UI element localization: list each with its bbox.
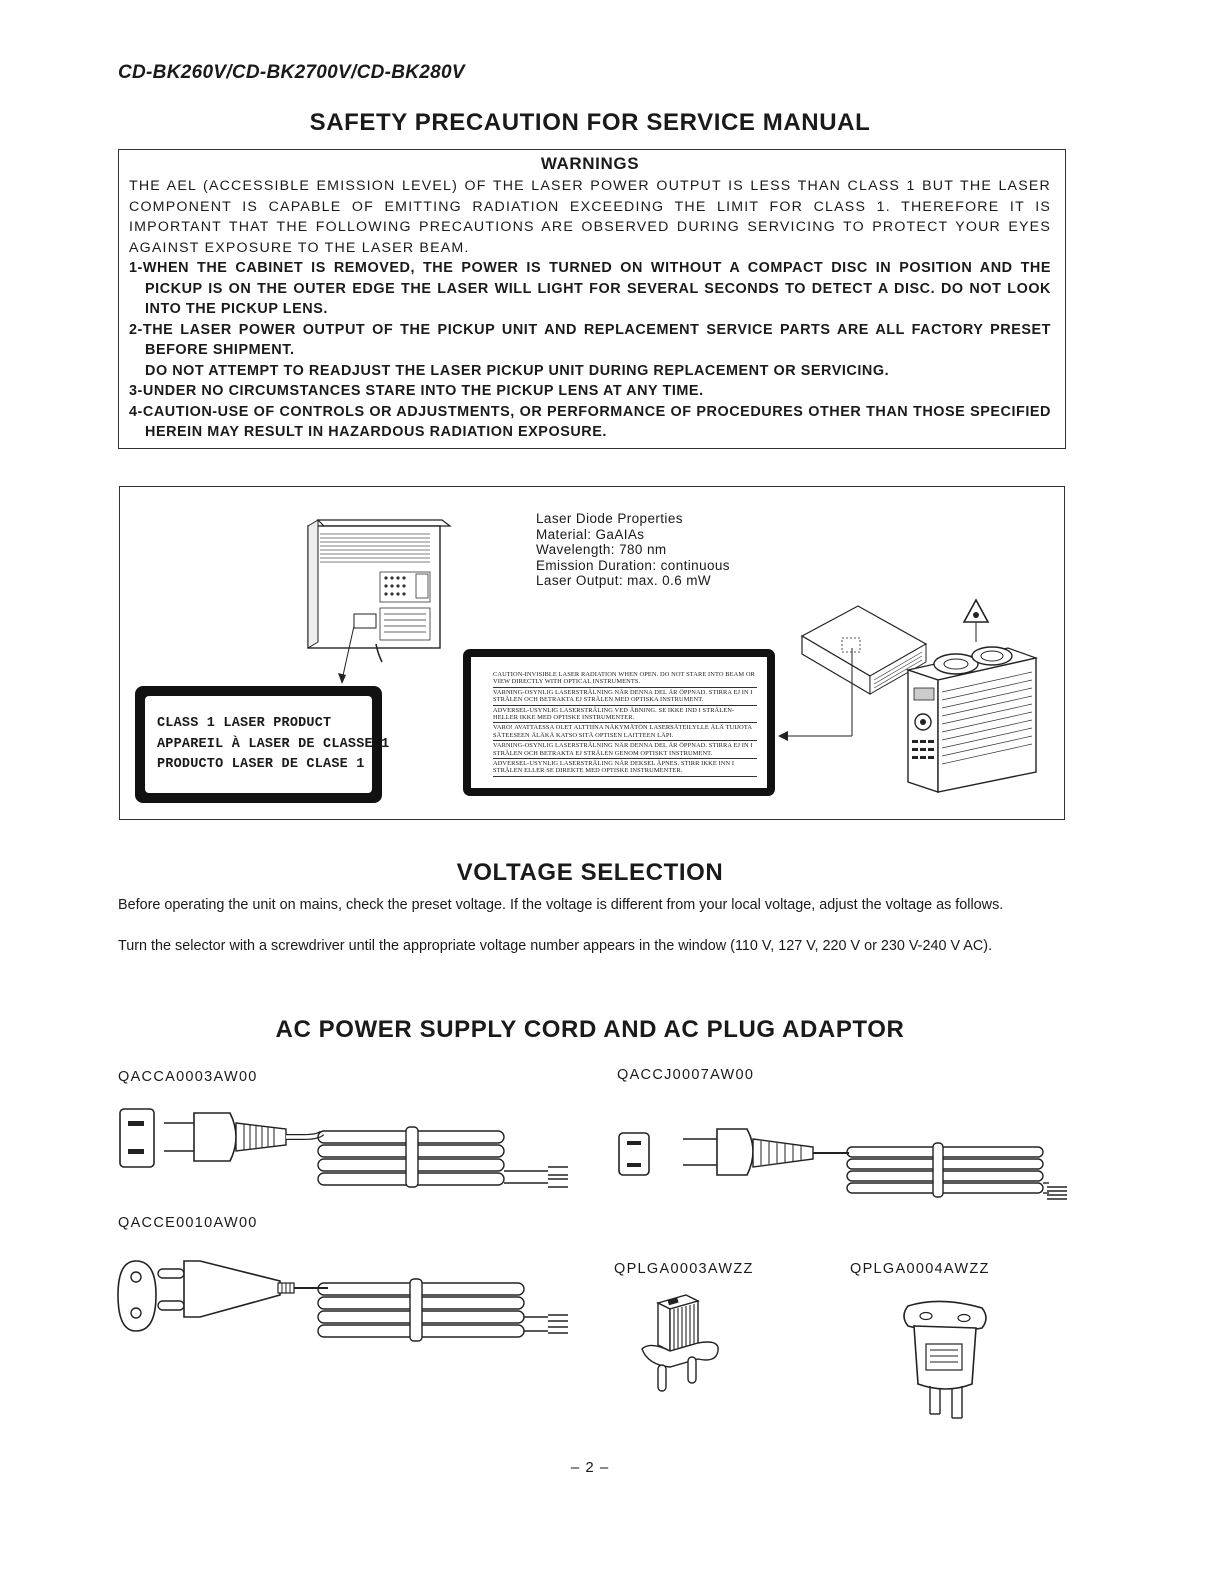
power-cord-qacca0003aw00 xyxy=(118,1105,578,1185)
cord-title: AC POWER SUPPLY CORD AND AC PLUG ADAPTOR xyxy=(275,1016,905,1043)
warning-item-2b-text: DO NOT ATTEMPT TO READJUST THE LASER PICKUP UNIT DURING REPLACEMENT OR SERVICING. xyxy=(145,362,890,379)
voltage-para-1: Before operating the unit on mains, check the preset voltage. If the voltage is different from your local voltage, adjust the voltage as follows. xyxy=(118,897,1004,913)
warning-item-1: 1-WHEN THE CABINET IS REMOVED, THE POWER IS TURNED ON WITHOUT A COMPACT DISC IN POSITION AND THE PICKUP IS ON THE OUTER EDGE THE LASER WILL LIGHT FOR SEVERAL SECONDS TO DETECT A DISC. DO NOT LOOK INTO THE PICKUP LENS. xyxy=(129,260,1051,317)
warning-item-3: 3-UNDER NO CIRCUMSTANCES STARE INTO THE PICKUP LENS AT ANY TIME. xyxy=(129,383,704,399)
props-wavelength: Wavelength: 780 nm xyxy=(536,542,667,557)
plug-adaptor-qplga0003awzz xyxy=(640,1293,730,1393)
caution-label xyxy=(463,649,775,796)
class-1-label-inner xyxy=(145,696,390,793)
warnings-list xyxy=(129,258,1051,443)
power-cord-qacce0010aw00 xyxy=(118,1255,578,1345)
plug-adaptor-qplga0004awzz xyxy=(900,1298,990,1423)
props-output: Laser Output: max. 0.6 mW xyxy=(536,573,712,588)
safety-title: SAFETY PRECAUTION FOR SERVICE MANUAL xyxy=(309,109,871,136)
part-number-qacca0003aw00: QACCA0003AW00 xyxy=(118,1069,258,1085)
warnings-intro: THE AEL (ACCESSIBLE EMISSION LEVEL) OF THE LASER POWER OUTPUT IS LESS THAN CLASS 1 BUT THE LASER COMPONENT IS CAPABLE OF EMITTING RADIATION EXCEEDING THE LIMIT FOR CLASS 1. THEREFORE IT IS IMPORTANT THAT THE FOLLOWING PRECAUTIONS ARE OBSERVED DURING SERVICING TO PROTECT YOUR EYES AGAINST EXPOSURE TO THE LASER BEAM. xyxy=(129,178,1051,256)
unit-rear-illustration xyxy=(300,512,450,662)
unit-front-illustration xyxy=(778,596,1048,806)
warning-item-4: 4-CAUTION-USE OF CONTROLS OR ADJUSTMENTS, OR PERFORMANCE OF PROCEDURES OTHER THAN THOSE SPECIFIED HEREIN MAY RESULT IN HAZARDOUS RADIATION EXPOSURE. xyxy=(129,403,1051,440)
warnings-box xyxy=(118,149,1066,449)
props-title: Laser Diode Properties xyxy=(536,511,683,526)
model-number: CD-BK260V/CD-BK2700V/CD-BK280V xyxy=(118,62,465,83)
voltage-title: VOLTAGE SELECTION xyxy=(456,859,724,886)
part-number-qaccj0007aw00: QACCJ0007AW00 xyxy=(617,1067,755,1083)
class-1-label xyxy=(135,686,390,803)
class-line-1: CLASS 1 LASER PRODUCT xyxy=(157,716,332,731)
warning-item-2 xyxy=(129,320,1051,382)
props-emission: Emission Duration: continuous xyxy=(536,557,730,573)
power-cord-qaccj0007aw00 xyxy=(617,1125,1077,1205)
part-number-qacce0010aw00: QACCE0010AW00 xyxy=(118,1215,258,1231)
caution-line: VARO! AVATTAESSA OLET ALTTIINA NÄKYMÄTÖN LASERSÄTEILYLLE ÄLÄ TUIJOTA SÄTEESEEN ÄLÄKÄ KATSO SITÄ OPTISEN LAITTEEN LÄPI. xyxy=(493,724,757,741)
caution-line: CAUTION-INVISIBLE LASER RADIATION WHEN OPEN. DO NOT STARE INTO BEAM OR VIEW DIRECTLY WITH OPTICAL INSTRUMENTS. xyxy=(493,671,757,688)
props-material: Material: GaAIAs xyxy=(536,526,645,542)
laser-diode-properties xyxy=(536,511,730,589)
caution-line: ADVERSEL-USYNLIG LASERSTRÅLING NÅR DEKSEL ÅPNES. STIRR IKKE INN I STRÅLEN ELLER SE DIREKTE MED OPTISKE INSTRUMENTER. xyxy=(493,760,757,777)
caution-label-inner xyxy=(471,657,767,788)
warnings-title: WARNINGS xyxy=(540,154,640,173)
part-number-qplga0004awzz: QPLGA0004AWZZ xyxy=(850,1261,990,1277)
voltage-para-2: Turn the selector with a screwdriver until the appropriate voltage number appears in the window (110 V, 127 V, 220 V or 230 V-240 V AC). xyxy=(118,938,993,954)
class-line-2: APPAREIL À LASER DE CLASSE 1 xyxy=(157,736,390,752)
caution-line: ADVERSEL-USYNLIG LASERSTRÅLING VED ÅBNING. SE IKKE IND I STRÅLEN-HELLER IKKE MED OPTISKE INSTRUMENTER. xyxy=(493,707,757,724)
class-line-3: PRODUCTO LASER DE CLASE 1 xyxy=(157,757,365,772)
caution-line: VARNING-OSYNLIG LASERSTRÅLNING NÄR DENNA DEL ÄR ÖPPNAD. STIRRA EJ IN I STRÅLEN OCH BETRAKTA EJ STRÅLEN GENOM OPTISKT INSTRUMENT. xyxy=(493,742,757,759)
page-number: – 2 – xyxy=(570,1459,610,1476)
caution-line: VARNING-OSYNLIG LASERSTRÅLNING NÄR DENNA DEL ÄR ÖPPNAD. STIRRA EJ IN I STRÅLEN OCH BETRAKTA EJ STRÅLEN MED OPTISKA INSTRUMENT. xyxy=(493,689,757,706)
warning-item-2-text: 2-THE LASER POWER OUTPUT OF THE PICKUP UNIT AND REPLACEMENT SERVICE PARTS ARE ALL FACTORY PRESET BEFORE SHIPMENT. xyxy=(129,321,1051,358)
part-number-qplga0003awzz: QPLGA0003AWZZ xyxy=(614,1261,754,1277)
